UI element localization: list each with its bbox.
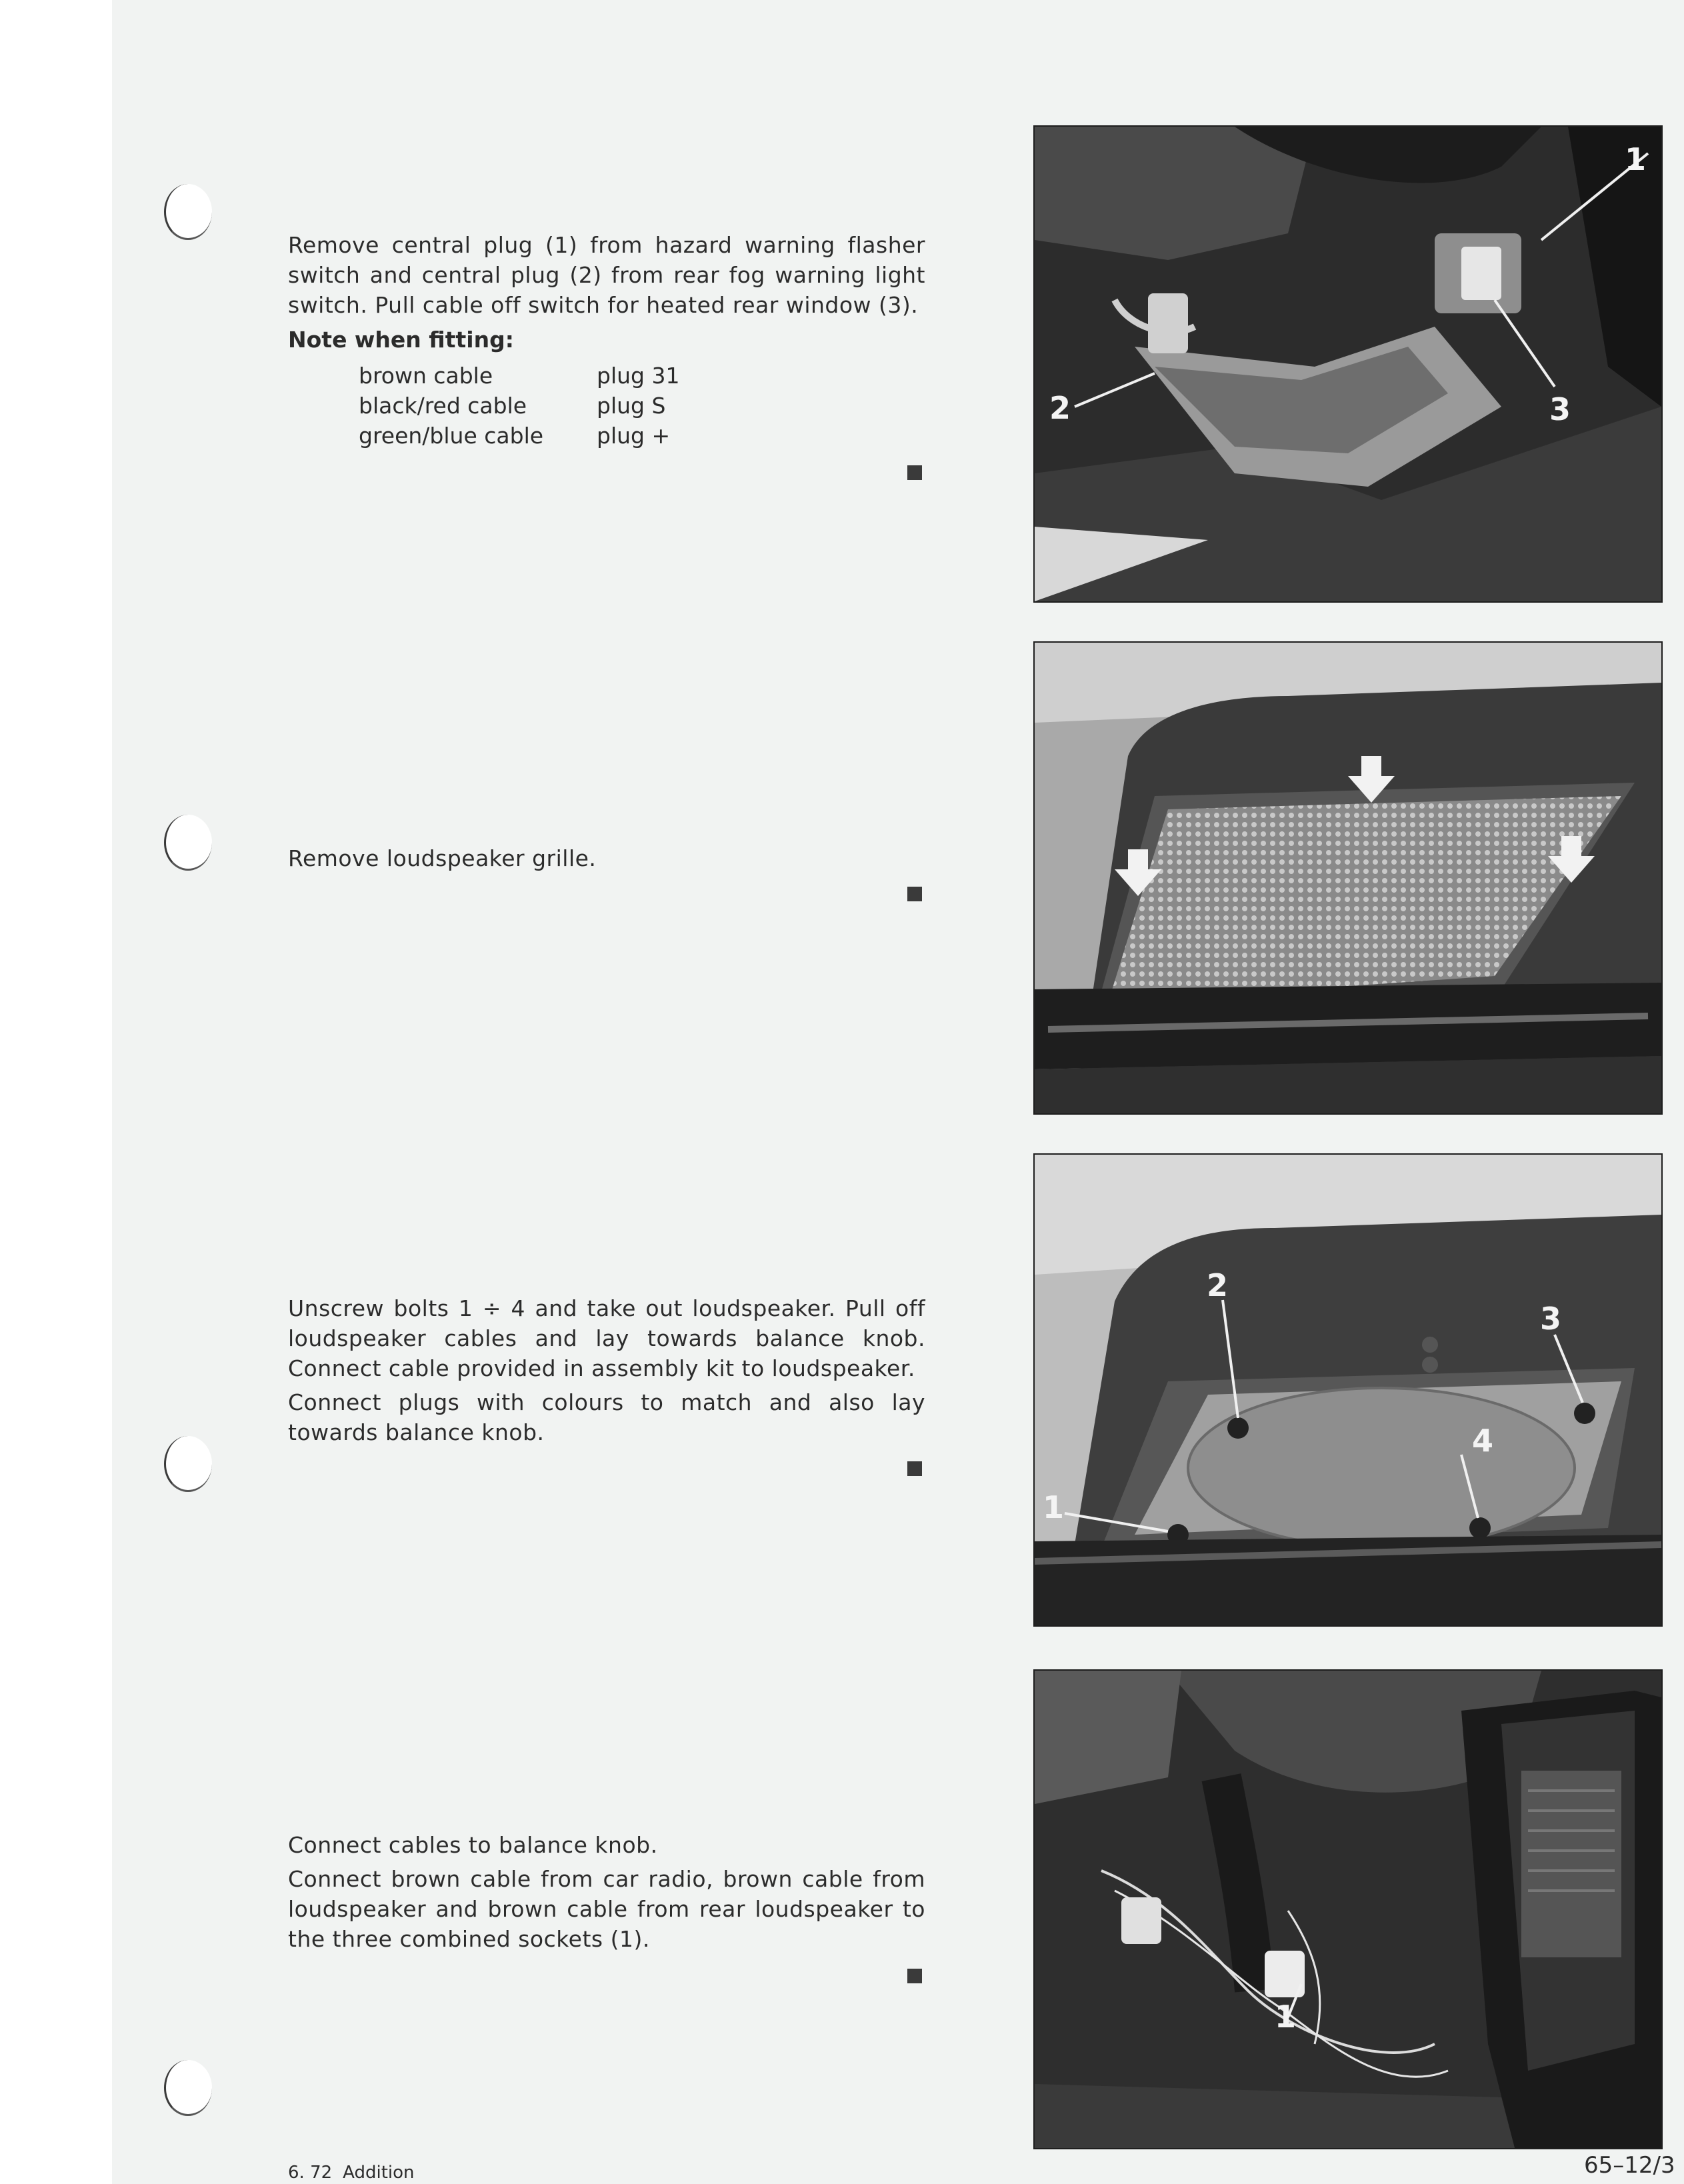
instruction-paragraph: Connect cables to balance knob. [288, 1832, 658, 1858]
punch-hole [164, 815, 212, 871]
photo-loudspeaker-bolts [1033, 1153, 1663, 1627]
photo-callout-1: 1 [1275, 1999, 1297, 2035]
section-3-text [288, 1293, 925, 1451]
section-end-mark [907, 887, 922, 901]
page-number: 65–12/3 [1584, 2152, 1675, 2179]
section-2-text [288, 843, 925, 877]
footer-label: Addition [343, 2163, 415, 2183]
photo-callout-4: 4 [1472, 1423, 1494, 1459]
cable-cell: green/blue cable [359, 423, 544, 449]
photo-switch-plugs [1033, 125, 1663, 603]
section-end-mark [907, 465, 922, 480]
note-heading: Note when fitting: [288, 327, 514, 353]
table-row [359, 361, 679, 391]
photo-loudspeaker-grille [1033, 641, 1663, 1115]
photo-callout-2: 2 [1049, 390, 1071, 426]
instruction-paragraph: Remove loudspeaker grille. [288, 845, 597, 871]
instruction-paragraph: Unscrew bolts 1 ÷ 4 and take out loudspeaker. Pull off loudspeaker cables and lay towards balance knob. Connect cable provided in assembly kit to loudspeaker. [288, 1295, 925, 1381]
footer-edition [288, 2163, 425, 2183]
photo-callout-2: 2 [1207, 1267, 1229, 1303]
plug-cell: plug + [597, 423, 671, 449]
section-end-mark [907, 1969, 922, 1983]
photo-callout-3: 3 [1540, 1301, 1562, 1337]
photo-balance-knob-cables [1033, 1669, 1663, 2149]
section-1-text [288, 230, 925, 324]
photo-callout-1: 1 [1625, 141, 1647, 177]
instruction-paragraph: Connect plugs with colours to match and also lay towards balance knob. [288, 1389, 925, 1445]
plug-cell: plug 31 [597, 363, 680, 389]
table-row [359, 421, 679, 451]
punch-hole [164, 2060, 212, 2116]
section-4-text [288, 1830, 925, 1958]
cable-cell: brown cable [359, 363, 493, 389]
instruction-paragraph: Remove central plug (1) from hazard warning flasher switch and central plug (2) from rear fog warning light switch. Pull cable off switch for heated rear window (3). [288, 232, 925, 318]
cable-cell: black/red cable [359, 393, 527, 419]
punch-hole [164, 1436, 212, 1492]
section-end-mark [907, 1461, 922, 1476]
photo-callout-1: 1 [1043, 1489, 1065, 1525]
table-row [359, 391, 679, 421]
punch-hole [164, 184, 212, 240]
footer-date: 6. 72 [288, 2163, 333, 2183]
fitting-table [359, 361, 679, 451]
photo-callout-3: 3 [1549, 391, 1571, 427]
plug-cell: plug S [597, 393, 666, 419]
instruction-paragraph: Connect brown cable from car radio, brown cable from loudspeaker and brown cable from rear loudspeaker to the three combined sockets (1). [288, 1866, 925, 1952]
